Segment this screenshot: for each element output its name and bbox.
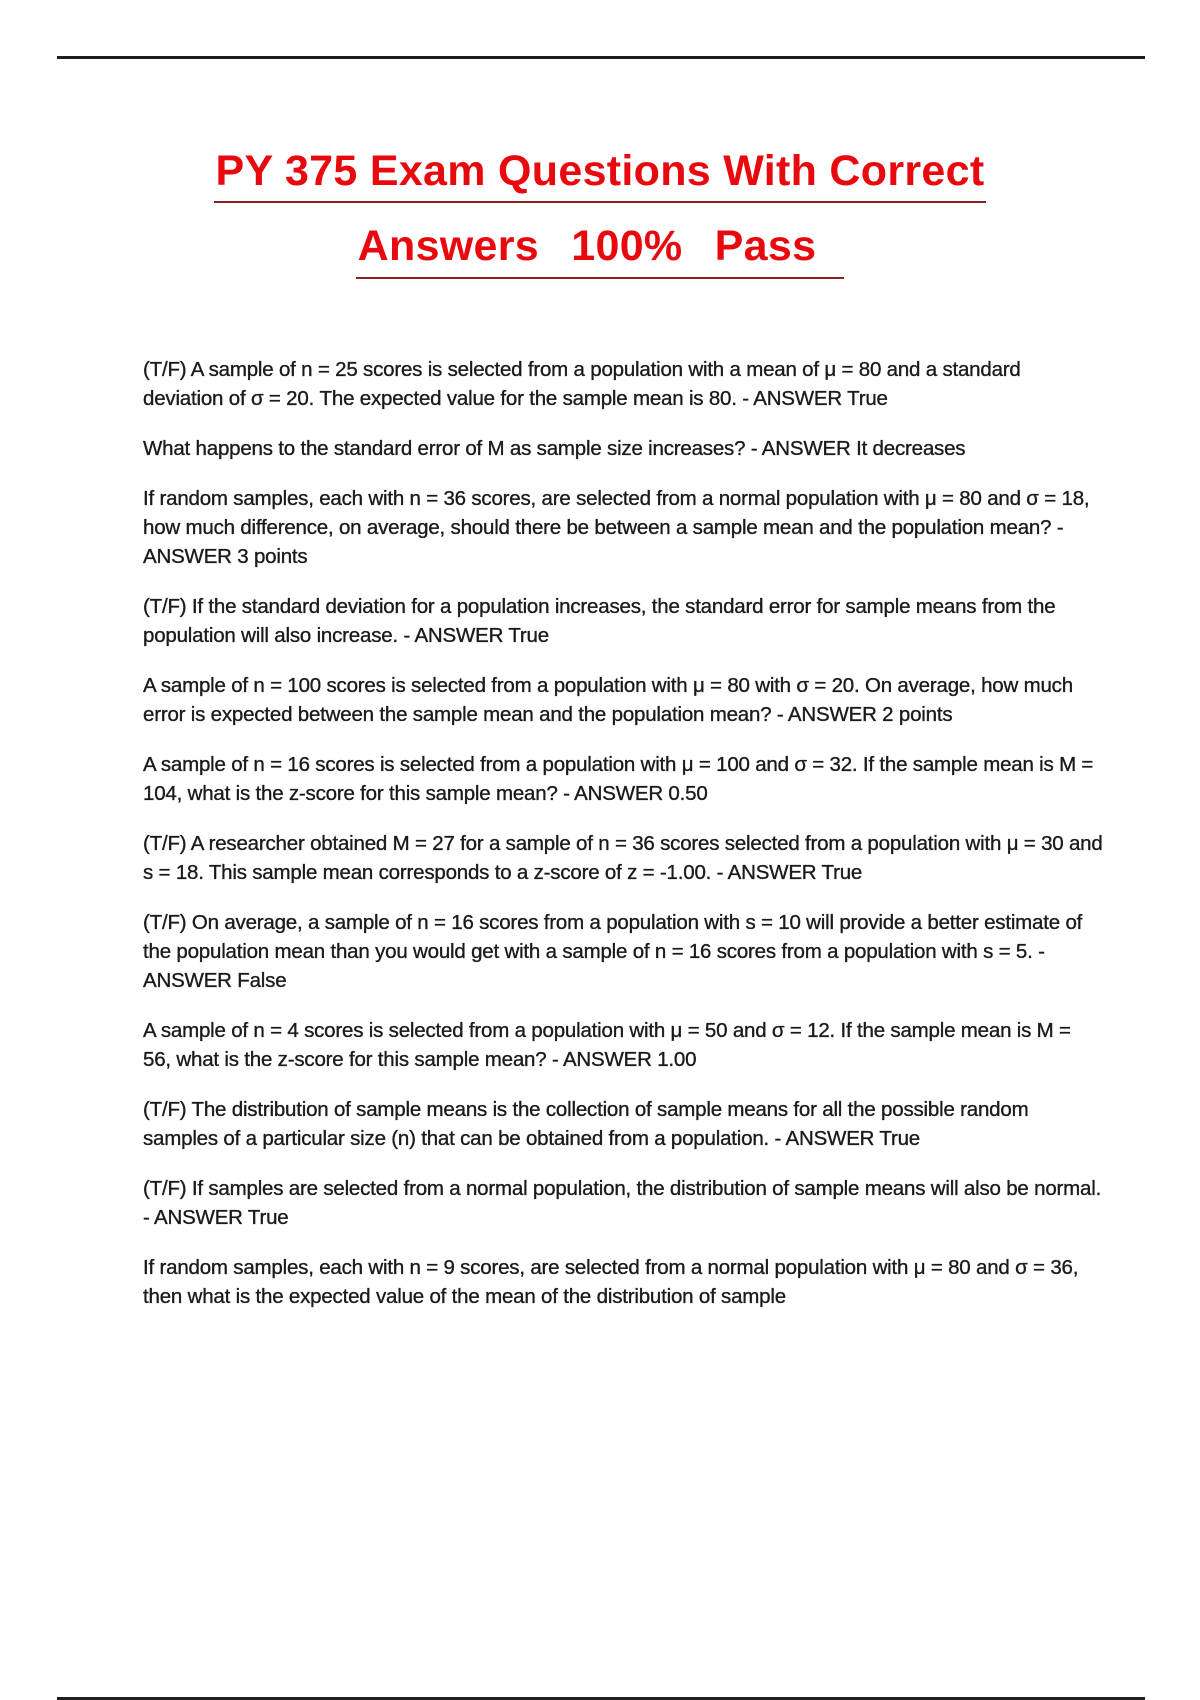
qa-item: (T/F) If samples are selected from a normal population, the distribution of sample means will also be normal. - ANSWER True	[143, 1177, 1102, 1229]
qa-item: A sample of n = 16 scores is selected from a population with μ = 100 and σ = 32. If the sample mean is M = 104, what is the z-score for this sample mean? - ANSWER 0.50	[143, 753, 1094, 805]
qa-item: (T/F) A sample of n = 25 scores is selected from a population with a mean of μ = 80 and a standard deviation of σ = 20. The expected value for the sample mean is 80. - ANSWER True	[143, 358, 1021, 410]
document-title	[0, 148, 1200, 279]
qa-item: A sample of n = 100 scores is selected from a population with μ = 80 with σ = 20. On average, how much error is expected between the sample mean and the population mean? - ANSWER 2 points	[143, 674, 1073, 726]
qa-item: (T/F) If the standard deviation for a population increases, the standard error for sample means from the population will also increase. - ANSWER True	[143, 595, 1056, 647]
header-rule	[57, 56, 1145, 59]
qa-item: (T/F) A researcher obtained M = 27 for a sample of n = 36 scores selected from a population with μ = 30 and s = 18. This sample mean corresponds to a z-score of z = -1.00. - ANSWER True	[143, 832, 1103, 884]
qa-item: If random samples, each with n = 36 scores, are selected from a normal population with μ = 80 and σ = 18, how much difference, on average, should there be between a sample mean and the population mean? - ANSWER 3 points	[143, 487, 1090, 568]
qa-list	[143, 355, 1103, 1332]
qa-item: (T/F) On average, a sample of n = 16 scores from a population with s = 10 will provide a better estimate of the population mean than you would get with a sample of n = 16 scores from a population with s = 5. - ANSWER False	[143, 911, 1083, 992]
title-line-1: PY 375 Exam Questions With Correct	[214, 148, 987, 203]
qa-item: A sample of n = 4 scores is selected from a population with μ = 50 and σ = 12. If the sample mean is M = 56, what is the z-score for this sample mean? - ANSWER 1.00	[143, 1019, 1071, 1071]
qa-item: What happens to the standard error of M as sample size increases? - ANSWER It decreases	[143, 437, 966, 460]
qa-item: (T/F) The distribution of sample means is the collection of sample means for all the possible random samples of a particular size (n) that can be obtained from a population. - ANSWER True	[143, 1098, 1029, 1150]
title-line-2: Answers 100% Pass	[356, 223, 845, 278]
qa-item: If random samples, each with n = 9 scores, are selected from a normal population with μ = 80 and σ = 36, then what is the expected value of the mean of the distribution of sample	[143, 1256, 1079, 1308]
